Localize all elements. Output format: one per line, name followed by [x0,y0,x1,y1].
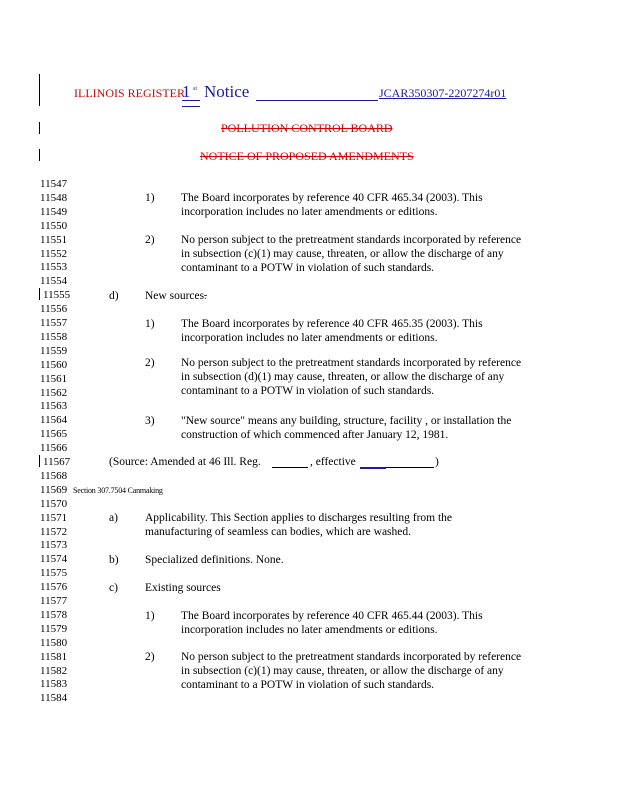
line-number: 11578 [40,608,68,621]
body-text: construction of which commenced after January 12, 1981. [181,429,449,441]
body-text: No person subject to the pretreatment standards incorporated by reference [181,357,522,369]
change-bar [39,455,40,467]
body-text: No person subject to the pretreatment standards incorporated by reference [181,234,522,246]
body-text: contaminant to a POTW in violation of such standards. [181,385,435,397]
line-number: 11549 [40,205,68,218]
subsection-label: a) [109,512,118,524]
line-number: 11562 [40,386,68,399]
line-number: 11571 [40,511,68,524]
line-number: 11556 [40,303,68,316]
line-number: 11582 [40,664,68,677]
line-number: 11579 [40,622,68,635]
body-text: Applicability. This Section applies to discharges resulting from the [145,512,453,524]
subsection-label: c) [109,582,118,594]
notice-label: Notice [204,82,250,101]
subsection-heading-text: New sources [145,290,205,302]
change-bar [39,288,40,300]
line-number: 11550 [40,219,68,232]
body-text: incorporation includes no later amendments or editions. [181,206,438,218]
body-text: in subsection (c)(1) may cause, threaten, or allow the discharge of any [181,665,504,677]
line-number: 11573 [40,539,68,552]
line-number: 11563 [40,400,68,413]
line-number: 11583 [40,678,68,691]
body-text: "New source" means any building, structure, facility , or installation the [181,415,512,427]
item-label: 2) [145,357,155,369]
body-text: incorporation includes no later amendments or editions. [181,624,438,636]
body-text: manufacturing of seamless can bodies, which are washed. [145,526,412,538]
line-number: 11564 [40,414,68,427]
line-number: 11567 [43,456,71,468]
line-number: 11554 [40,275,68,288]
line-number: 11580 [40,636,68,649]
line-number: 11547 [40,178,68,190]
body-text: contaminant to a POTW in violation of such standards. [181,262,435,274]
subsection-heading: Existing sources [145,582,221,594]
line-number: 11548 [40,191,68,204]
line-number: 11584 [40,692,68,705]
body-text: Specialized definitions. None. [145,554,284,566]
item-label: 1) [145,610,155,622]
line-number: 11576 [40,581,68,594]
notice-title: NOTICE OF PROPOSED AMENDMENTS [200,149,414,163]
line-number: 11569 [40,483,68,496]
subsection-heading [145,289,207,303]
line-number: 11565 [40,428,68,441]
body-text: incorporation includes no later amendments or editions. [181,332,438,344]
source-note: (Source: Amended at 46 Ill. Reg. [109,456,261,468]
notice-underline [256,100,378,101]
item-label: 2) [145,651,155,663]
line-number: 11570 [40,497,68,510]
subsection-label: d) [109,290,119,302]
source-note: ) [435,456,439,468]
line-number: 11561 [40,372,68,385]
line-number: 11553 [40,261,68,274]
body-text: in subsection (c)(1) may cause, threaten, or allow the discharge of any [181,248,504,260]
item-label: 3) [145,415,155,427]
jcar-code: JCAR350307-2207274r01 [379,86,507,100]
body-text: The Board incorporates by reference 40 CFR 465.44 (2003). This [181,610,483,622]
line-number: 11566 [40,442,68,455]
line-number: 11555 [43,289,71,302]
line-number: 11575 [40,567,68,580]
line-number: 11568 [40,469,68,482]
item-label: 1) [145,318,155,330]
line-number: 11551 [40,233,68,246]
issue-number-underline [182,100,200,107]
agency-name: POLLUTION CONTROL BOARD [221,121,393,135]
line-number: 11581 [40,650,68,663]
change-bar [39,74,40,106]
source-note: , effective [310,456,356,468]
line-number: 11558 [40,330,68,343]
item-label: 1) [145,192,155,204]
change-bar [39,122,40,134]
body-text: The Board incorporates by reference 40 CFR 465.35 (2003). This [181,318,483,330]
register-title: ILLINOIS REGISTER [74,86,185,100]
section-heading: Section 307.7504 Canmaking [73,486,163,495]
line-number: 11559 [40,344,68,357]
line-number: 11577 [40,595,68,607]
subsection-label: b) [109,554,119,566]
line-number: 11560 [40,358,68,371]
line-number: 11557 [40,317,68,329]
issue-number-suffix: st [193,86,198,92]
line-number: 11552 [40,247,68,260]
change-bar [39,149,40,161]
source-blank-inserted [360,467,386,469]
source-blank [272,467,308,468]
source-blank [386,467,434,468]
body-text: in subsection (d)(1) may cause, threaten, or allow the discharge of any [181,371,505,383]
issue-number: 1 [182,82,191,101]
line-number: 11574 [40,553,68,566]
body-text: No person subject to the pretreatment standards incorporated by reference [181,651,522,663]
body-text: contaminant to a POTW in violation of such standards. [181,679,435,691]
line-number: 11572 [40,525,68,538]
body-text: The Board incorporates by reference 40 CFR 465.34 (2003). This [181,192,483,204]
item-label: 2) [145,234,155,246]
struck-text: . [204,290,207,302]
